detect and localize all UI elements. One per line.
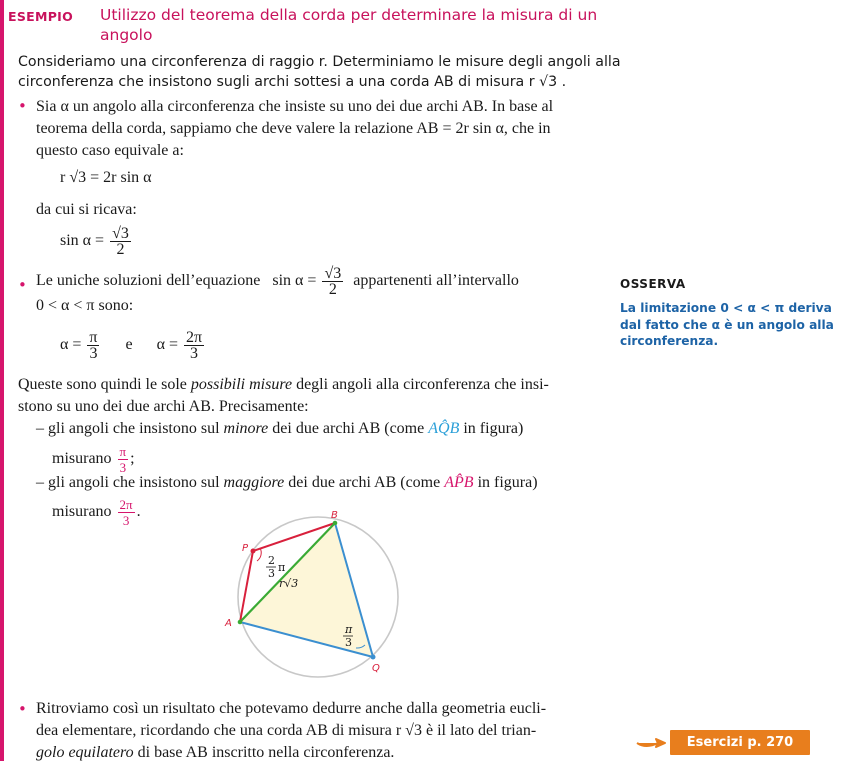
sol1-lhs: α =: [60, 336, 82, 354]
point-B: [333, 521, 338, 526]
angle-Q-den: 3: [345, 636, 352, 649]
item1-den: 3: [119, 460, 127, 475]
bullet-icon: •: [18, 700, 27, 718]
step3-line-1: [18, 374, 549, 396]
step3-emph: possibili misure: [190, 376, 293, 393]
sol2-den: 3: [190, 345, 199, 362]
angle-P-den: 3: [268, 567, 275, 580]
conclusion-text: di base AB inscritto nella circonferenza.: [137, 744, 395, 761]
intro-line-2: circonferenza che insistono sugli archi sottesi a una corda AB di misura r √3 .: [18, 74, 567, 90]
step1-line-1: Sia α un angolo alla circonferenza che insiste su uno dei due archi AB. In base al: [36, 98, 554, 115]
sol2-lhs: α =: [156, 336, 178, 354]
step2-fraction: [322, 266, 343, 297]
item1-misurano: misurano: [52, 450, 112, 468]
eq2-den: 2: [116, 241, 125, 258]
point-P: [251, 549, 256, 554]
item1-text-c: dei due archi AB (come: [272, 420, 425, 437]
angle-Q-num: π: [345, 623, 353, 636]
bullet-icon: •: [18, 97, 27, 115]
item2-fraction: [118, 497, 135, 528]
sidebar-heading: OSSERVA: [620, 277, 686, 291]
conclusion-line-1: Ritroviamo così un risultato che potevamo dedurre anche dalla geometria eucli-: [36, 700, 547, 717]
equation-2: [60, 226, 133, 257]
item2-emph: maggiore: [223, 474, 285, 491]
step2-text-c: appartenenti all’intervallo: [353, 272, 519, 290]
item1-text-a: – gli angoli che insistono sul: [36, 420, 220, 437]
intro-line-1: Consideriamo una circonferenza di raggio r. Determiniamo le misure degli angoli alla: [18, 54, 621, 70]
sol1-num: π: [89, 329, 98, 346]
step1-paragraph: [36, 96, 553, 162]
bullet-icon: •: [18, 276, 27, 294]
list-item-minor-measure: misurano $\frac{\pi}{3}$ ;: [52, 444, 135, 475]
item2-misurano: misurano: [52, 503, 112, 521]
step1-mid-text: da cui si ricava:: [36, 201, 137, 218]
sol1-den: 3: [89, 345, 98, 362]
item1-num: π: [119, 444, 127, 459]
step3-line-2: stono su uno dei due archi AB. Precisamente:: [18, 398, 309, 415]
list-item-major-measure: misurano $\frac{2\pi}{3}$ .: [52, 497, 141, 528]
step2-line-1: [36, 266, 519, 297]
step1-line-2: teorema della corda, sappiamo che deve valere la relazione AB = 2r sin α, che in: [36, 120, 551, 137]
conclusion-line-2: dea elementare, ricordando che una corda AB di misura r √3 è il lato del trian-: [36, 722, 537, 739]
sidebar-note: La limitazione 0 < α < π deriva dal fatto che α è un angolo alla circonferenza.: [620, 301, 834, 348]
item1-emph: minore: [223, 420, 269, 437]
step3-text-c: degli angoli alla circonferenza che insi-: [296, 376, 549, 393]
list-item-minor: [36, 418, 523, 440]
step2-sin: sin α =: [272, 272, 317, 290]
point-A: [238, 620, 243, 625]
eq2-fraction: [110, 226, 131, 257]
step1-line-3: questo caso equivale a:: [36, 142, 184, 159]
conjunction: e: [125, 336, 133, 354]
item2-text-a: – gli angoli che insistono sul: [36, 474, 220, 491]
point-Q: [371, 655, 376, 660]
sol1-fraction: [87, 330, 99, 361]
conclusion-paragraph: [36, 698, 546, 764]
sol2-fraction: [184, 330, 204, 361]
step2-text-a: Le uniche soluzioni dell’equazione: [36, 272, 261, 290]
item1-text-d: in figura): [463, 420, 524, 437]
label-B: B: [331, 510, 338, 521]
angle-P-pi: π: [278, 561, 286, 574]
step3-text-a: Queste sono quindi le sole: [18, 376, 187, 393]
label-P: P: [242, 543, 249, 554]
solutions: [60, 330, 206, 361]
sol2-num: 2π: [186, 329, 203, 346]
item1-angle: AQ̂B: [428, 420, 460, 437]
equation-1: r √3 = 2r sin α: [60, 169, 152, 186]
arrow-right-icon: [636, 737, 666, 749]
eq2-lhs: sin α =: [60, 232, 105, 250]
label-A: A: [225, 618, 232, 629]
example-title: Utilizzo del teorema della corda per determinare la misura di un angolo: [100, 6, 598, 44]
circle-figure: [215, 505, 425, 690]
item1-fraction: [118, 444, 129, 475]
list-item-major: [36, 472, 538, 494]
eq2-num: √3: [112, 225, 129, 242]
step3-paragraph: [18, 374, 549, 418]
item2-text-c: dei due archi AB (come: [288, 474, 441, 491]
item2-angle: AP̂B: [444, 474, 474, 491]
exercises-link-button[interactable]: Esercizi p. 270: [670, 730, 810, 755]
conclusion-emph: golo equilatero: [36, 744, 134, 761]
item2-num: 2π: [119, 497, 133, 512]
item2-text-d: in figura): [477, 474, 538, 491]
accent-bar: [0, 0, 4, 761]
label-Q: Q: [372, 663, 380, 674]
chord-label: r√3: [279, 577, 299, 590]
step2-line-2: 0 < α < π sono:: [36, 297, 134, 314]
example-tag: ESEMPIO: [8, 9, 74, 24]
intro-text: [18, 52, 621, 92]
angle-P-num: 2: [268, 554, 275, 567]
item2-den: 3: [122, 513, 130, 528]
step2-frac-den: 2: [328, 281, 337, 298]
step2-frac-num: √3: [324, 265, 342, 282]
